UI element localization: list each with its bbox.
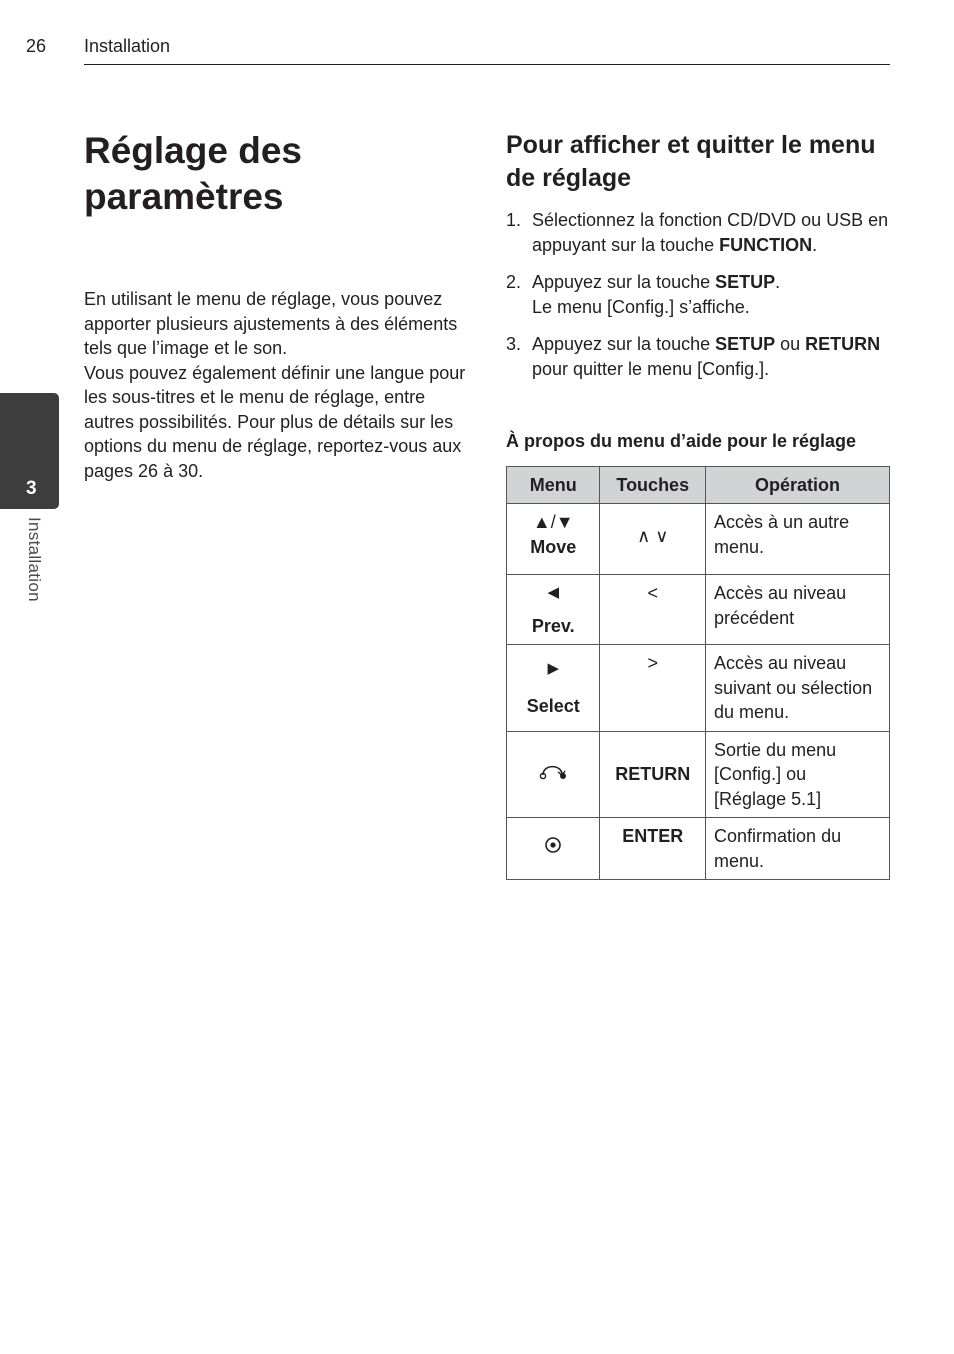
step-key: FUNCTION [719, 235, 813, 255]
menu-cell [507, 818, 600, 880]
intro-paragraph: Vous pouvez également définir une langue pour les sous-titres et le menu de réglage, entre autres possibilités. Pour plus de détails sur les options du menu de réglage, reportez-vous aux pages 26 à 30. [84, 362, 466, 481]
table-row [507, 504, 890, 575]
list-item [506, 332, 896, 382]
step-text: Sélectionnez la fonction CD/DVD ou USB en appuyant sur la touche [532, 210, 889, 255]
column-header-keys: Touches [600, 467, 706, 504]
keys-cell: RETURN [600, 731, 706, 818]
menu-cell [507, 504, 600, 575]
menu-cell [507, 645, 600, 732]
operation-cell: Accès à un autre menu. [706, 504, 890, 575]
section-title: Pour afficher et quitter le menu de réglage [506, 131, 876, 192]
left-arrow-icon: ◀ [547, 584, 560, 601]
page-title: Réglage des paramètres [84, 130, 302, 217]
step-key: SETUP [715, 334, 776, 354]
steps-list [506, 208, 896, 394]
step-text: Le menu [Config.] s’affiche. [532, 297, 750, 317]
enter-icon [544, 836, 562, 854]
operation-cell: Confirmation du menu. [706, 818, 890, 880]
table-title: À propos du menu d’aide pour le réglage [506, 431, 857, 451]
menu-name: Move [530, 536, 577, 557]
header-divider [84, 64, 890, 65]
operation-cell: Accès au niveau suivant ou sélection du menu. [706, 645, 890, 732]
menu-name: Prev. [531, 615, 575, 636]
page-header [0, 0, 954, 70]
step-number: 2. [506, 272, 522, 292]
step-text: Appuyez sur la touche [532, 272, 716, 292]
step-number: 3. [506, 334, 522, 354]
page-number: 26 [26, 36, 47, 56]
up-down-arrow-icon: ▲/▼ [532, 512, 574, 532]
right-arrow-icon: ▶ [547, 660, 560, 677]
step-key: RETURN [805, 334, 881, 354]
step-text: ou [775, 334, 806, 354]
table-row [507, 645, 890, 732]
table-row [507, 818, 890, 880]
step-text: . [812, 235, 818, 255]
menu-cell [507, 731, 600, 818]
return-icon [538, 761, 568, 781]
table-row [507, 731, 890, 818]
step-text: Appuyez sur la touche [532, 334, 716, 354]
intro-text [84, 287, 469, 483]
intro-paragraph: En utilisant le menu de réglage, vous pouvez apporter plusieurs ajustements à des éléments tels que l’image et le son. [84, 289, 458, 358]
step-number: 1. [506, 210, 522, 230]
table-row [507, 575, 890, 645]
header-section-title: Installation [84, 36, 171, 56]
chapter-label: Installation [25, 517, 44, 602]
step-text: . [775, 272, 781, 292]
keys-cell: ENTER [600, 818, 706, 880]
operation-cell: Sortie du menu [Config.] ou [Réglage 5.1] [706, 731, 890, 818]
help-table [506, 466, 890, 880]
operation-cell: Accès au niveau précédent [706, 575, 890, 645]
list-item [506, 208, 896, 258]
keys-cell: < [600, 575, 706, 645]
menu-name: Select [526, 695, 580, 716]
keys-cell: ∧ ∨ [600, 504, 706, 575]
column-header-operation: Opération [706, 467, 890, 504]
list-item [506, 270, 896, 320]
step-text: pour quitter le menu [Config.]. [532, 359, 770, 379]
column-header-menu: Menu [507, 467, 600, 504]
chapter-number: 3 [26, 478, 37, 499]
menu-cell [507, 575, 600, 645]
step-key: SETUP [715, 272, 776, 292]
keys-cell: > [600, 645, 706, 732]
table-header-row [507, 467, 890, 504]
